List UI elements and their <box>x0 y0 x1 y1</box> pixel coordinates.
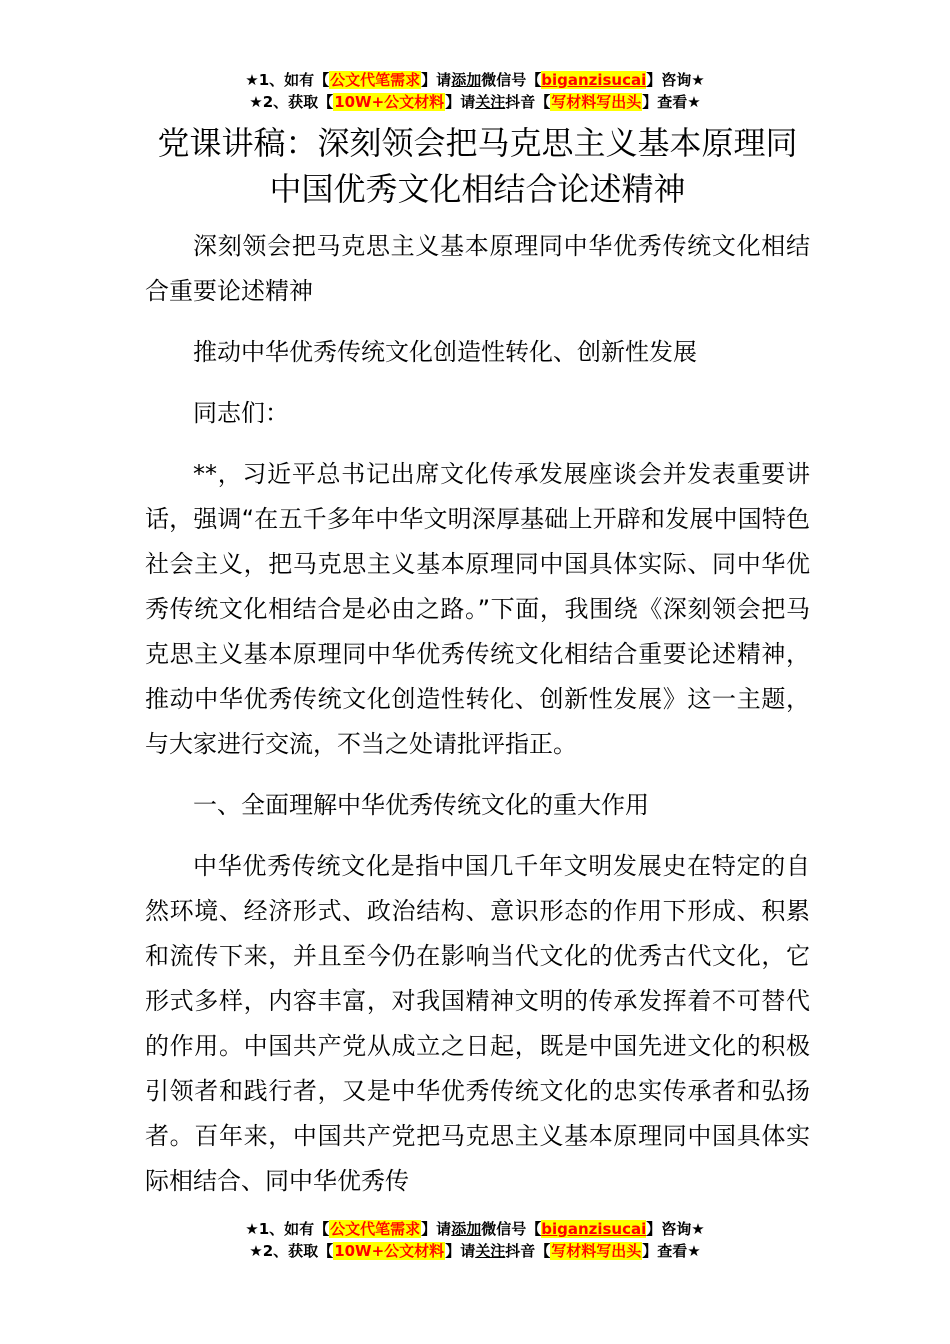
document-title: 党课讲稿：深刻领会把马克思主义基本原理同中国优秀文化相结合论述精神 <box>157 124 798 208</box>
promo-text: ★1、如有【 <box>245 71 330 89</box>
promo-line-1 <box>0 69 950 91</box>
promo-text: 】请 <box>445 1242 476 1260</box>
promo-text: ★2、获取【 <box>249 1242 334 1260</box>
promo-line-1 <box>0 1218 950 1240</box>
salutation: 同志们： <box>193 399 289 427</box>
promo-douyin-id: 写材料写出头 <box>551 93 642 111</box>
promo-text: 微信号【 <box>481 71 542 89</box>
document-body <box>145 224 810 1220</box>
promo-text: 关注 <box>475 1242 506 1260</box>
promo-text: 】请 <box>421 71 452 89</box>
promo-text: 】查看★ <box>642 93 701 111</box>
promo-text: ★1、如有【 <box>245 1220 330 1238</box>
promo-text: 添加 <box>451 71 482 89</box>
promo-text: 】查看★ <box>642 1242 701 1260</box>
promo-highlight: 公文代笔需求 <box>330 71 421 89</box>
promo-wechat-id: biganzisucai <box>541 71 647 89</box>
promo-text: 抖音【 <box>505 1242 551 1260</box>
promo-text: 抖音【 <box>505 93 551 111</box>
promo-text: 】请 <box>421 1220 452 1238</box>
paragraph: **，习近平总书记出席文化传承发展座谈会并发表重要讲话，强调“在五千多年中华文明深厚基础上开辟和发展中国特色社会主义，把马克思主义基本原理同中国具体实际、同中华优秀传统文化相结合是必由之路。”下面，我围绕《深刻领会把马克思主义基本原理同中华优秀传统文化相结合重要论述精神，推动中华优秀传统文化创造性转化、创新性发展》这一主题，与大家进行交流，不当之处请批评指正。 <box>145 460 810 758</box>
paragraph: 中华优秀传统文化是指中国几千年文明发展史在特定的自然环境、经济形式、政治结构、意识形态的作用下形成、积累和流传下来，并且至今仍在影响当代文化的优秀古代文化，它形式多样，内容丰富，对我国精神文明的传承发挥着不可替代的作用。中国共产党从成立之日起，既是中国先进文化的积极引领者和践行者，又是中华优秀传统文化的忠实传承者和弘扬者。百年来，中国共产党把马克思主义基本原理同中国具体实际相结合、同中华优秀传 <box>145 852 810 1195</box>
promo-text: 微信号【 <box>481 1220 542 1238</box>
promo-text: ★2、获取【 <box>249 93 334 111</box>
promo-highlight: 10W+公文材料 <box>334 93 445 111</box>
promo-line-2 <box>0 91 950 113</box>
paragraph: 深刻领会把马克思主义基本原理同中华优秀传统文化相结合重要论述精神 <box>145 232 810 305</box>
promo-line-2 <box>0 1240 950 1262</box>
promo-text: 】咨询★ <box>646 71 705 89</box>
promo-highlight: 10W+公文材料 <box>334 1242 445 1260</box>
promo-text: 关注 <box>475 93 506 111</box>
section-heading: 一、全面理解中华优秀传统文化的重大作用 <box>193 791 649 819</box>
paragraph: 推动中华优秀传统文化创造性转化、创新性发展 <box>193 338 697 366</box>
promo-wechat-id: biganzisucai <box>541 1220 647 1238</box>
promo-header <box>0 69 950 113</box>
promo-text: 】咨询★ <box>646 1220 705 1238</box>
promo-douyin-id: 写材料写出头 <box>551 1242 642 1260</box>
promo-text: 】请 <box>445 93 476 111</box>
promo-highlight: 公文代笔需求 <box>330 1220 421 1238</box>
promo-footer <box>0 1218 950 1262</box>
promo-text: 添加 <box>451 1220 482 1238</box>
